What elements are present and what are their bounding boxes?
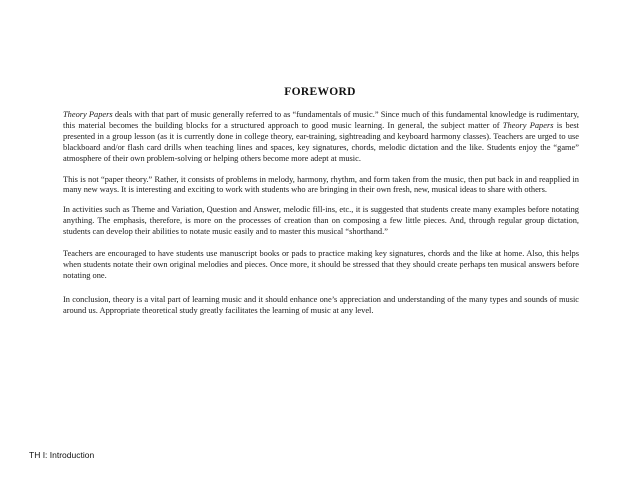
paragraph-1 [63, 110, 579, 165]
book-title: Theory Papers [63, 110, 113, 119]
foreword-body [63, 110, 579, 327]
paragraph-5: In conclusion, theory is a vital part of learning music and it should enhance one’s appreciation and understanding of the many types and sounds of music around us. Appropriate theoretical study greatly facilitates the learning of music at any level. [63, 294, 579, 315]
book-title: Theory Papers [502, 120, 554, 130]
paragraph-text: is best presented in a group lesson (as it is currently done in college theory, ear-training, sightreading and keyboard harmony classes). Teachers are urged to use blackboard and/or flash card drills when teaching lines and spaces, key signatures, chords, melodic dictation and the like. Students enjoy the “game” atmosphere of their own problem-solving or helping others become more adept at music. [63, 120, 580, 163]
paragraph-4: Teachers are encouraged to have students use manuscript books or pads to practice making key signatures, chords and the like at home. Also, this helps when students notate their own original melodies and pieces. Once more, it should be stressed that they should create perhaps ten musical answers before notating one. [63, 249, 579, 280]
paragraph-2: This is not “paper theory.” Rather, it consists of problems in melody, harmony, rhythm, and form taken from the music, then put back in and reapplied in many new ways. It is interesting and exciting to work with students who are bringing in their own fresh, new, musical ideas to share with others. [63, 174, 579, 195]
page-footer: TH I: Introduction [29, 450, 95, 460]
paragraph-text: deals with that part of music generally referred to as “fundamentals of music.” Since much of this fundamental knowledge is rudimentary, this material becomes the building blocks for a structured approach to good music learning. In general, the subject matter of [63, 110, 580, 130]
page-title: FOREWORD [284, 86, 356, 98]
paragraph-3: In activities such as Theme and Variation, Question and Answer, melodic fill-ins, etc., it is suggested that students create many examples before notating anything. The emphasis, therefore, is more on the processes of creation than on composing a few little pieces. And, through regular group dictation, students can develop their abilities to notate music easily and to master this musical “shorthand.” [63, 205, 579, 237]
